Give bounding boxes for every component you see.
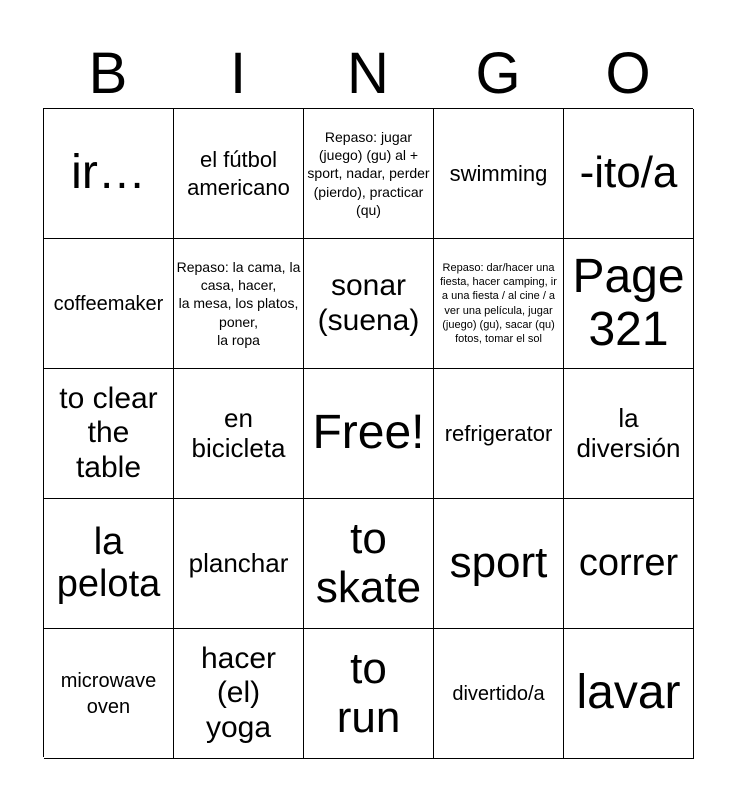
bingo-cell[interactable] [304,239,434,369]
bingo-cell[interactable] [564,499,694,629]
bingo-cell[interactable] [44,369,174,499]
cell-text: swimming [449,160,548,186]
bingo-cell[interactable] [44,499,174,629]
cell-text: sport [449,538,548,588]
bingo-header [43,40,693,108]
cell-text: planchar [188,547,289,578]
bingo-cell[interactable] [434,369,564,499]
bingo-cell[interactable] [564,629,694,759]
cell-text: Repaso: la cama, la casa, hacer, la mesa, los platos, poner, la ropa [176,259,301,348]
bingo-cell[interactable] [434,109,564,239]
bingo-cell[interactable] [44,629,174,759]
bingo-cell[interactable] [174,499,304,629]
bingo-cell[interactable] [434,629,564,759]
bingo-card [43,108,693,757]
cell-text: coffeemaker [53,292,164,315]
bingo-cell[interactable] [304,109,434,239]
cell-text: en bicicleta [191,402,286,463]
header-letter-b: B [88,41,128,106]
cell-text: Repaso: dar/hacer una fiesta, hacer camping, ir a una fiesta / al cine / a ver una película, jugar (juego) (gu), sacar (qu) fotos, tomar el sol [440,261,557,346]
bingo-cell[interactable] [174,369,304,499]
cell-text: Page 321 [572,249,685,356]
bingo-cell[interactable] [174,239,304,369]
cell-text: Free! [312,406,425,460]
cell-text: ir… [71,146,146,200]
cell-text: sonar (suena) [317,269,420,337]
bingo-cell[interactable] [564,369,694,499]
bingo-cell[interactable] [174,109,304,239]
bingo-cell[interactable] [304,499,434,629]
bingo-cell[interactable] [564,239,694,369]
bingo-cell[interactable] [44,239,174,369]
bingo-cell[interactable] [434,499,564,629]
cell-text: la diversión [576,402,681,463]
header-letter-g: G [475,41,521,106]
header-letter-i: I [229,41,247,106]
header-letter-o: O [605,41,651,106]
cell-text: correr [578,541,679,584]
cell-text: to skate [315,514,422,612]
cell-text: -ito/a [579,148,678,198]
cell-text: Repaso: jugar (juego) (gu) al + sport, nadar, perder (pierdo), practicar (qu) [307,129,430,218]
header-letter-n: N [347,41,389,106]
bingo-cell[interactable] [564,109,694,239]
cell-text: divertido/a [452,682,545,705]
bingo-cell[interactable] [174,629,304,759]
cell-text: lavar [576,666,681,720]
bingo-cell[interactable] [434,239,564,369]
bingo-cell[interactable] [44,109,174,239]
free-space[interactable] [304,369,434,499]
cell-text: hacer (el) yoga [200,641,277,744]
cell-text: la pelota [56,520,161,605]
cell-text: microwave oven [60,669,157,718]
cell-text: to clear the table [59,381,158,484]
cell-text: refrigerator [444,420,553,446]
cell-text: to run [336,644,401,742]
cell-text: el fútbol americano [187,147,290,200]
bingo-cell[interactable] [304,629,434,759]
